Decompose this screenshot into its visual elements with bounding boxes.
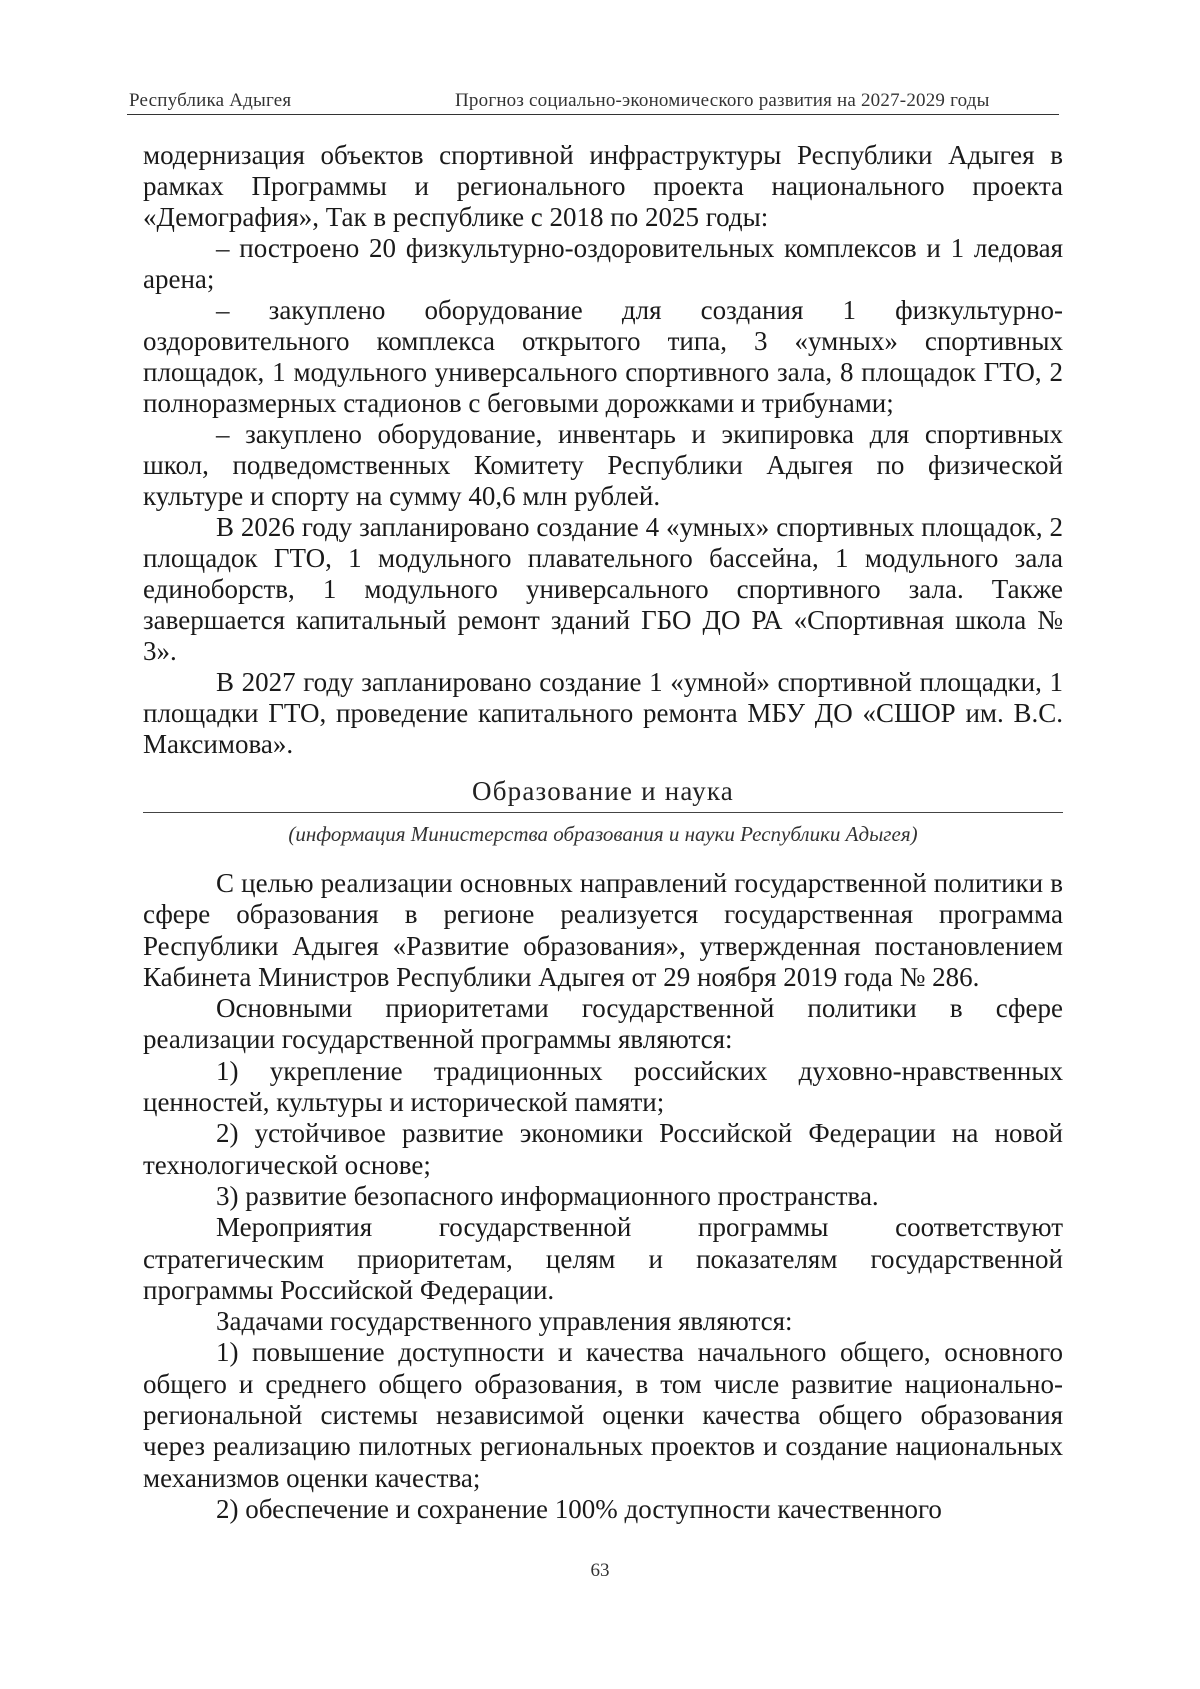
paragraph: Задачами государственного управления являются: xyxy=(216,1306,793,1337)
header-region: Республика Адыгея xyxy=(129,90,292,111)
list-item: 1) повышение доступности и качества начального общего, основного общего и среднего общего образования, в том числе развитие национально-региональной системы независимой оценки качества общего образования через реализацию пилотных региональных проектов и создание национальных механизмов оценки качества; xyxy=(143,1337,1063,1493)
paragraph: модернизация объектов спортивной инфраструктуры Республики Адыгея в рамках Программы и регионального проекта национального проекта «Демография», Так в республике с 2018 по 2025 годы: xyxy=(143,140,1063,232)
paragraph: В 2027 году запланировано создание 1 «умной» спортивной площадки, 1 площадки ГТО, проведение капитального ремонта МБУ ДО «СШОР им. В.С. Максимова». xyxy=(143,667,1063,759)
section-source-note: (информация Министерства образования и науки Республики Адыгея) xyxy=(288,822,918,846)
list-item: 1) укрепление традиционных российских духовно-нравственных ценностей, культуры и исторической памяти; xyxy=(143,1055,1063,1118)
page-number: 63 xyxy=(590,1560,610,1581)
paragraph: В 2026 году запланировано создание 4 «умных» спортивных площадок, 2 площадок ГТО, 1 модульного плавательного бассейна, 1 модульного зала единоборств, 1 модульного универсального спортивного зала. Также завершается капитальный ремонт зданий ГБО ДО РА «Спортивная школа № 3». xyxy=(143,512,1063,666)
paragraph: Мероприятия государственной программы соответствуют стратегическим приоритетам, целям и показателям государственной программы Российской Федерации. xyxy=(143,1212,1063,1305)
header-document-title: Прогноз социально-экономического развития на 2027-2029 годы xyxy=(455,90,990,111)
list-item: – закуплено оборудование, инвентарь и экипировка для спортивных школ, подведомственных Комитету Республики Адыгея по физической культуре и спорту на сумму 40,6 млн рублей. xyxy=(143,419,1063,511)
list-item: 2) устойчивое развитие экономики Российской Федерации на новой технологической основе; xyxy=(143,1118,1063,1180)
list-item: – построено 20 физкультурно-оздоровительных комплексов и 1 ледовая арена; xyxy=(143,233,1063,294)
list-item: – закуплено оборудование для создания 1 физкультурно-оздоровительного комплекса открытого типа, 3 «умных» спортивных площадок, 1 модульного универсального спортивного зала, 8 площадок ГТО, 2 полноразмерных стадионов с беговыми дорожками и трибунами; xyxy=(143,295,1063,418)
section-divider xyxy=(143,812,1063,813)
body-text-section xyxy=(143,868,1063,1525)
section-title: Образование и наука xyxy=(472,776,734,806)
paragraph: Основными приоритетами государственной политики в сфере реализации государственной программы являются: xyxy=(143,993,1063,1055)
body-text-top xyxy=(143,140,1063,760)
running-header xyxy=(127,86,1059,115)
list-item: 3) развитие безопасного информационного пространства. xyxy=(216,1180,879,1211)
list-item: 2) обеспечение и сохранение 100% доступности качественного xyxy=(216,1493,942,1524)
paragraph: С целью реализации основных направлений государственной политики в сфере образования в регионе реализуется государственная программа Республики Адыгея «Развитие образования», утвержденная постановлением Кабинета Министров Республики Адыгея от 29 ноября 2019 года № 286. xyxy=(143,868,1063,992)
